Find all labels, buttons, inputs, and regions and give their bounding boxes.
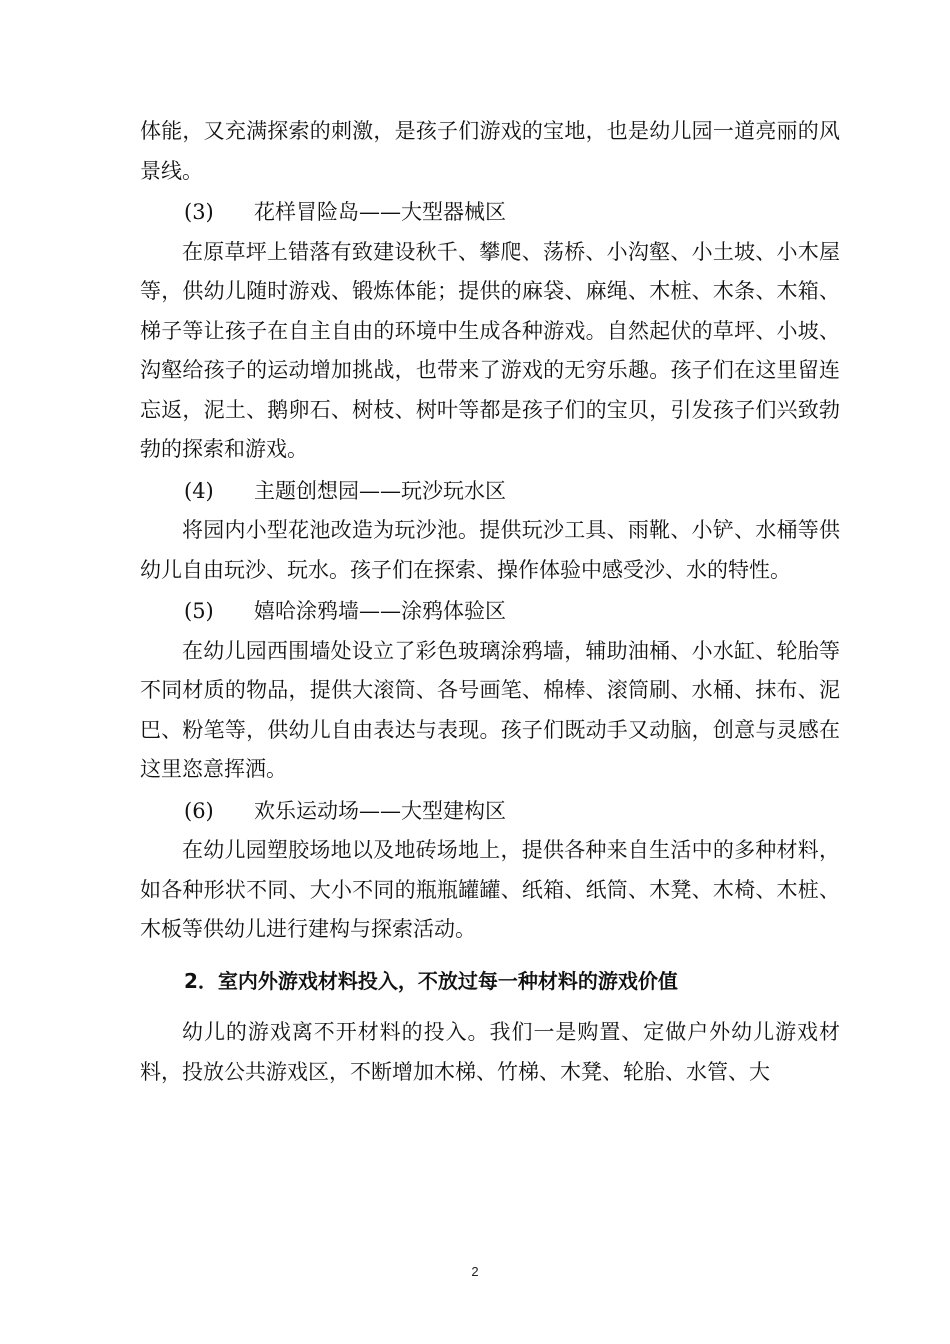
subheading-text: 欢乐运动场——大型建构区 (254, 798, 506, 823)
subheading-number: (4) (184, 478, 214, 503)
paragraph-graffiti-wall: 在幼儿园西围墙处设立了彩色玻璃涂鸦墙，辅助油桶、小水缸、轮胎等不同材质的物品，提供大滚筒、各号画笔、棉棒、滚筒刷、水桶、抹布、泥巴、粉笔等，供幼儿自由表达与表现。孩子们既动手又动脑，创意与灵感在这里恣意挥洒。 (140, 638, 840, 781)
subheading-5 (140, 592, 840, 632)
section-heading-2: 2．室内外游戏材料投入，不放过每一种材料的游戏价值 (184, 968, 678, 993)
paragraph-construction-area: 在幼儿园塑胶场地以及地砖场地上，提供各种来自生活中的多种材料，如各种形状不同、大小不同的瓶瓶罐罐、纸箱、纸筒、木凳、木椅、木桩、木板等供幼儿进行建构与探索活动。 (140, 838, 840, 941)
paragraph-materials: 幼儿的游戏离不开材料的投入。我们一是购置、定做户外幼儿游戏材料，投放公共游戏区，不断增加木梯、竹梯、木凳、轮胎、水管、大 (140, 1020, 840, 1084)
subheading-text: 花样冒险岛——大型器械区 (254, 200, 506, 224)
subheading-text: 主题创想园——玩沙玩水区 (254, 478, 506, 503)
document-body (140, 112, 840, 1092)
subheading-number: (3) (184, 200, 214, 224)
subheading-number: (5) (184, 599, 214, 623)
subheading-text: 嬉哈涂鸦墙——涂鸦体验区 (254, 599, 506, 623)
subheading-3 (140, 193, 840, 233)
page-number: 2 (471, 1264, 479, 1279)
paragraph-continued: 体能，又充满探索的刺激，是孩子们游戏的宝地，也是幼儿园一道亮丽的风景线。 (140, 119, 840, 183)
paragraph-adventure-island: 在原草坪上错落有致建设秋千、攀爬、荡桥、小沟壑、小土坡、小木屋等，供幼儿随时游戏、锻炼体能；提供的麻袋、麻绳、木桩、木条、木箱、梯子等让孩子在自主自由的环境中生成各种游戏。自然起伏的草坪、小坡、沟壑给孩子的运动增加挑战，也带来了游戏的无穷乐趣。孩子们在这里留连忘返，泥土、鹅卵石、树枝、树叶等都是孩子们的宝贝，引发孩子们兴致勃勃的探索和游戏。 (140, 239, 840, 461)
subheading-6 (140, 792, 840, 832)
subheading-number: (6) (184, 798, 214, 823)
subheading-4 (140, 472, 840, 512)
paragraph-sand-water: 将园内小型花池改造为玩沙池。提供玩沙工具、雨靴、小铲、水桶等供幼儿自由玩沙、玩水。孩子们在探索、操作体验中感受沙、水的特性。 (140, 518, 840, 582)
